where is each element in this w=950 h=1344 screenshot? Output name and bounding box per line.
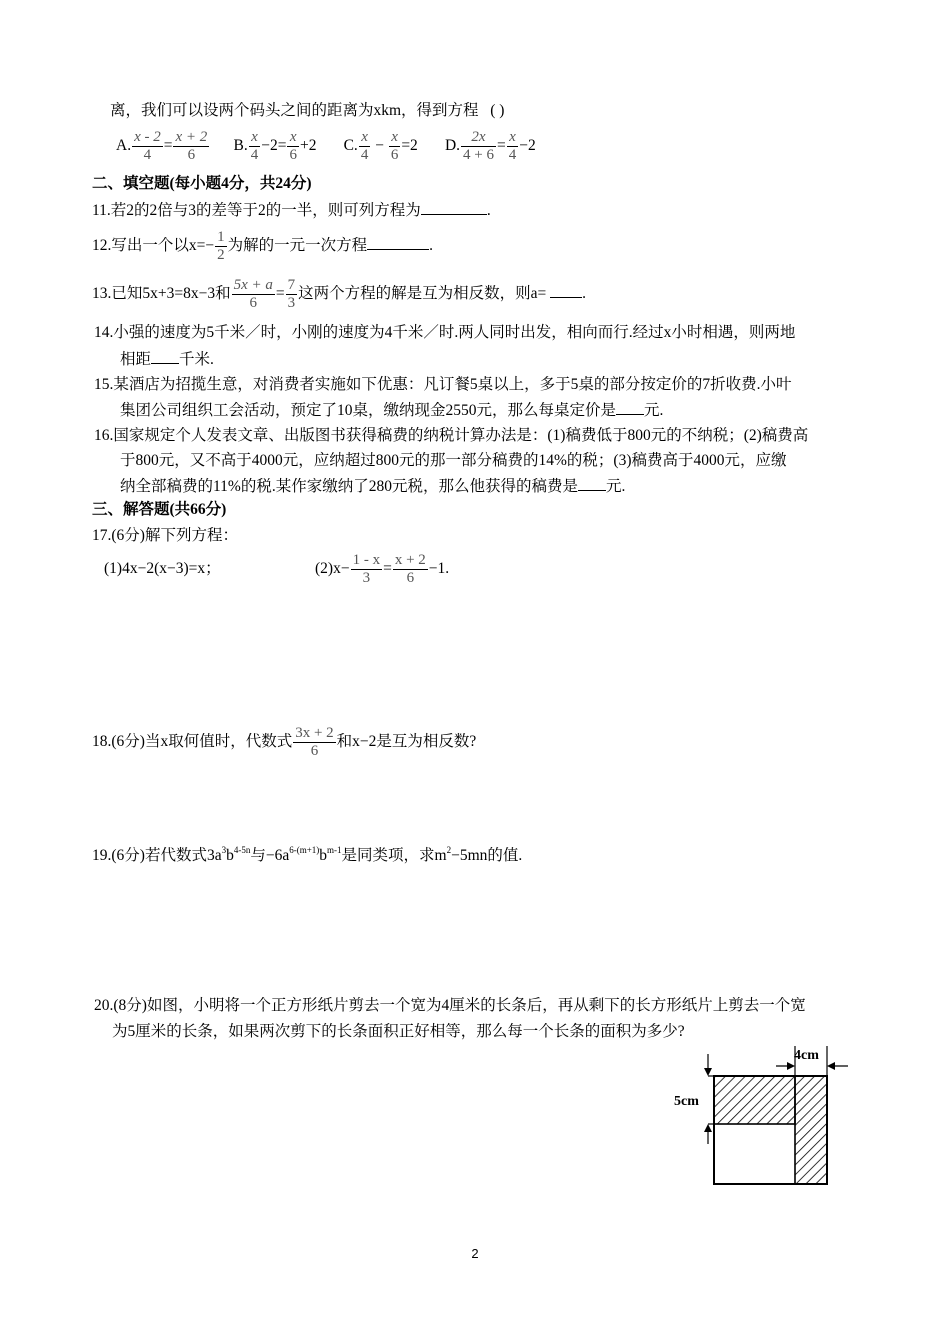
question-14-line-1: 14.小强的速度为5千米／时，小刚的速度为4千米／时.两人同时出发，相向而行.经过x小时相遇，则两地 bbox=[94, 324, 796, 341]
option-d: D. $\frac{2x}{4 + 6}$ = $\frac{x}{4}$ −2 bbox=[444, 128, 536, 163]
question-17-part-2: (2)x− $\frac{1 - x}{3}$ = $\frac{x + 2}{6}$ −1. bbox=[315, 551, 450, 586]
section-2-title: 二、填空题(每小题4分，共24分) bbox=[92, 175, 312, 192]
question-14-line-2: 相距 千米. bbox=[120, 351, 214, 368]
question-20-line-1: 20.(8分)如图，小明将一个正方形纸片剪去一个宽为4厘米的长条后，再从剩下的长方形纸片上剪去一个宽 bbox=[94, 997, 806, 1014]
section-3-title: 三、解答题(共66分) bbox=[92, 501, 227, 518]
q10-stem: 离，我们可以设两个码头之间的距离为xkm，得到方程 ( ) bbox=[110, 102, 505, 119]
question-16-line-3: 纳全部稿费的11%的税.某作家缴纳了280元税，那么他获得的稿费是 元. bbox=[120, 478, 626, 495]
hatched-strip-4cm bbox=[795, 1076, 827, 1184]
question-17-part-1: (1)4x−2(x−3)=x； bbox=[104, 560, 221, 577]
square-figure bbox=[672, 1040, 862, 1195]
question-16-line-1: 16.国家规定个人发表文章、出版图书获得稿费的纳税计算办法是：(1)稿费低于800元的不纳税；(2)稿费高 bbox=[94, 427, 809, 444]
question-13: 13.已知5x+3=8x−3和 $\frac{5x + a}{6}$ = $\frac{7}{3}$ 这两个方程的解是互为相反数，则a= . bbox=[92, 276, 587, 311]
option-c: C. $\frac{x}{4}$ − $\frac{x}{6}$ =2 bbox=[343, 128, 418, 163]
hatched-strip-5cm bbox=[714, 1076, 795, 1124]
q10-options bbox=[116, 128, 536, 164]
question-11: 11.若2的2倍与3的差等于2的一半，则可列方程为 . bbox=[92, 202, 491, 219]
label-4cm: 4cm bbox=[794, 1048, 819, 1063]
question-15-line-1: 15.某酒店为招揽生意，对消费者实施如下优惠：凡订餐5桌以上，多于5桌的部分按定价的7折收费.小叶 bbox=[94, 376, 792, 393]
question-12: 12.写出一个以x=− $\frac{1}{2}$ 为解的一元一次方程 . bbox=[92, 228, 433, 263]
question-15-line-2: 集团公司组织工会活动，预定了10桌，缴纳现金2550元，那么每桌定价是 元. bbox=[120, 402, 664, 419]
option-b: B. $\frac{x}{4}$ −2= $\frac{x}{6}$ +2 bbox=[233, 128, 317, 163]
page-number: 2 bbox=[471, 1246, 479, 1261]
question-17: 17.(6分)解下列方程： bbox=[92, 527, 238, 544]
question-20-line-2: 为5厘米的长条，如果两次剪下的长条面积正好相等，那么每一个长条的面积为多少? bbox=[112, 1023, 685, 1040]
question-16-line-2: 于800元，又不高于4000元，应纳超过800元的那一部分稿费的14%的税；(3)稿费高于4000元，应缴 bbox=[120, 452, 787, 469]
label-5cm: 5cm bbox=[674, 1094, 699, 1109]
question-19: 19.(6分)若代数式$3a^3b^{4-5n}$与$-6a^{6-(m+1)}b^{m-1}$是同类项，求$m^2-5mn$的值. bbox=[92, 845, 523, 864]
question-18: 18.(6分)当x取何值时，代数式 $\frac{3x + 2}{6}$ 和x−2是互为相反数? bbox=[92, 724, 477, 759]
option-a: A. $\frac{x - 2}{4}$ = $\frac{x + 2}{6}$ bbox=[116, 128, 208, 163]
